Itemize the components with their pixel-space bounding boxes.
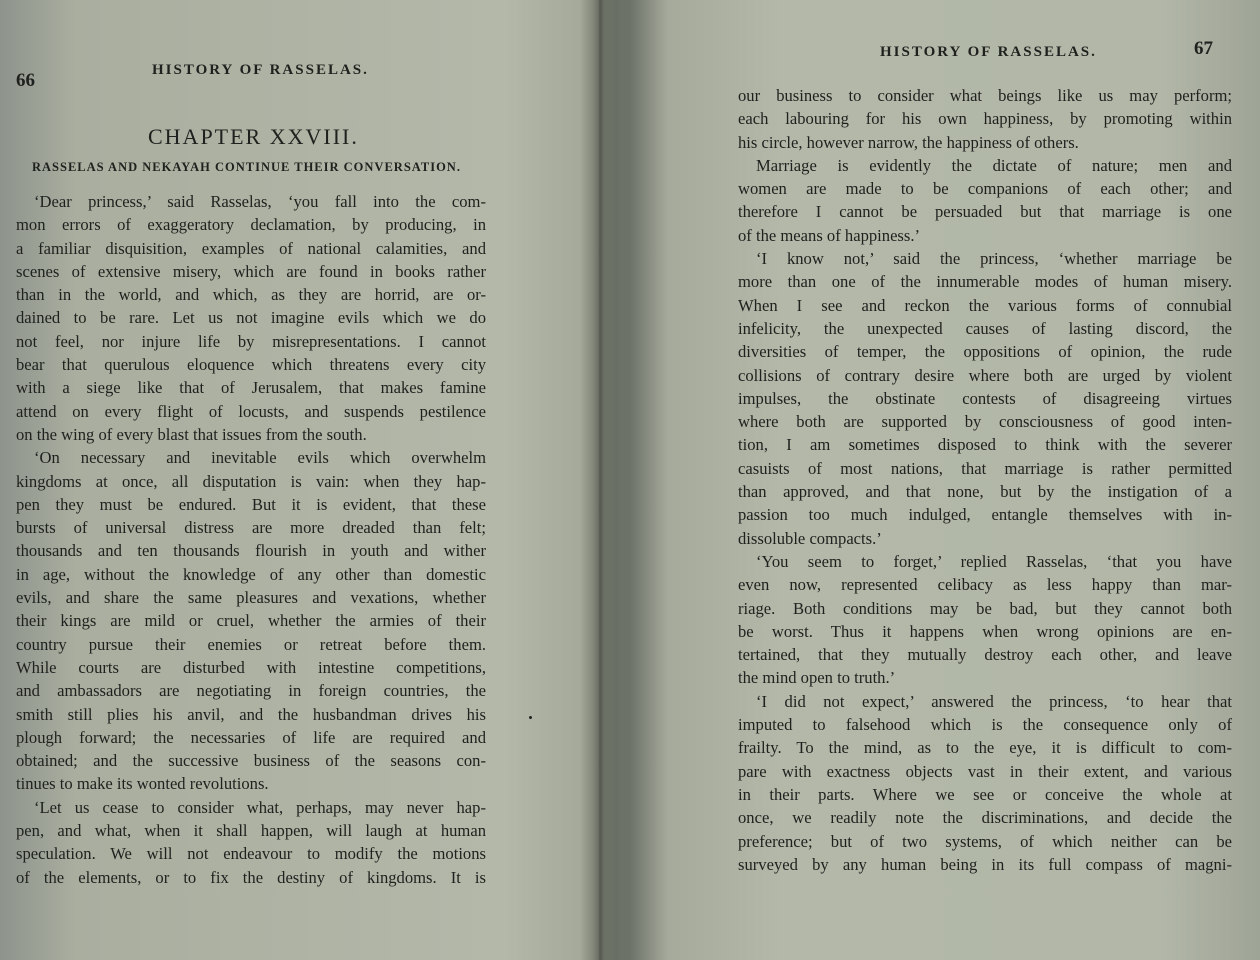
text-line: pen, and what, when it shall happen, will laugh at human [16, 821, 486, 841]
text-line: tinues to make its wonted revolutions. [16, 774, 269, 794]
text-line: not feel, nor injure life by misrepresentations. I cannot [16, 331, 486, 351]
left-body-text [16, 190, 486, 889]
text-line: tertained, that they mutually destroy each other, and leave [738, 645, 1232, 665]
chapter-title: CHAPTER XXVIII. [148, 124, 359, 149]
text-line: with a siege like that of Jerusalem, that makes famine [16, 378, 486, 398]
text-line: in their parts. Where we see or conceive the whole at [738, 784, 1232, 804]
text-line: attend on every flight of locusts, and suspends pestilence [16, 401, 486, 421]
left-running-head: HISTORY OF RASSELAS. [152, 62, 369, 78]
text-line: collisions of contrary desire where both are urged by violent [738, 365, 1232, 385]
text-line: While courts are disturbed with intestine competitions, [16, 657, 486, 677]
chapter-subtitle: RASSELAS AND NEKAYAH CONTINUE THEIR CONVERSATION. [32, 160, 461, 174]
text-line: on the wing of every blast that issues from the south. [16, 424, 367, 444]
right-running-head: HISTORY OF RASSELAS. [880, 44, 1097, 60]
text-line: casuists of most nations, that marriage is rather permitted [738, 458, 1232, 478]
text-line: thousands and ten thousands flourish in youth and wither [16, 541, 486, 561]
text-line: a familiar disquisition, examples of national calamities, and [16, 238, 486, 258]
text-line: bear that querulous eloquence which threatens every city [16, 355, 486, 375]
text-line: their kings are mild or cruel, whether the armies of their [16, 611, 486, 631]
text-line: of the means of happiness.’ [738, 225, 921, 245]
text-line: preference; but of two systems, of which neither can be [738, 831, 1232, 851]
text-line: and ambassadors are negotiating in foreign countries, the [16, 681, 486, 701]
text-line: women are made to be companions of each other; and [738, 179, 1232, 199]
text-line: surveyed by any human being in its full compass of magni- [738, 854, 1232, 874]
text-line: ‘Let us cease to consider what, perhaps, may never hap- [34, 797, 486, 817]
text-line: each labouring for his own happiness, by promoting within [738, 109, 1232, 129]
text-line: Marriage is evidently the dictate of nature; men and [756, 155, 1232, 175]
text-line: frailty. To the mind, as to the eye, it is difficult to com- [738, 738, 1232, 758]
text-line: riage. Both conditions may be bad, but they cannot both [738, 598, 1232, 618]
text-line: even now, represented celibacy as less happy than mar- [738, 575, 1232, 595]
right-body-text [738, 84, 1232, 876]
text-line: ‘I know not,’ said the princess, ‘whether marriage be [756, 249, 1232, 269]
right-page-number: 67 [1194, 38, 1213, 59]
text-line: dained to be rare. Let us not imagine evils which we do [16, 308, 486, 328]
text-line: once, we readily note the discriminations, and decide the [738, 808, 1232, 828]
text-line: more than one of the innumerable modes of human misery. [738, 272, 1232, 292]
text-line: where both are supported by consciousness of good inten- [738, 412, 1232, 432]
text-line: smith still plies his anvil, and the husbandman drives his [16, 704, 486, 724]
text-line: evils, and share the same pleasures and vexations, whether [16, 588, 486, 608]
text-line: pare with exactness objects vast in their extent, and various [738, 761, 1232, 781]
text-line: scenes of extensive misery, which are found in books rather [16, 261, 486, 281]
text-line: be worst. Thus it happens when wrong opinions are en- [738, 621, 1232, 641]
text-line: diversities of temper, the oppositions of opinion, the rude [738, 342, 1232, 362]
text-line: When I see and reckon the various forms of connubial [738, 295, 1232, 315]
text-line: ‘On necessary and inevitable evils which overwhelm [34, 448, 486, 468]
text-line: impulses, the obstinate contests of disagreeing virtues [738, 388, 1232, 408]
text-line: of the elements, or to fix the destiny of kingdoms. It is [16, 867, 486, 887]
text-line: in age, without the knowledge of any other than domestic [16, 564, 486, 584]
left-page-number: 66 [16, 70, 35, 91]
text-line: ‘Dear princess,’ said Rasselas, ‘you fall into the com- [34, 192, 486, 211]
ink-speck [529, 716, 532, 719]
text-line: our business to consider what beings like us may perform; [738, 86, 1232, 105]
text-line: plough forward; the necessaries of life are required and [16, 727, 486, 747]
text-line: ‘You seem to forget,’ replied Rasselas, ‘that you have [756, 551, 1232, 571]
text-line: pen they must be endured. But it is evident, that these [16, 494, 486, 514]
text-line: dissoluble compacts.’ [738, 528, 882, 548]
text-line: country pursue their enemies or retreat before them. [16, 634, 486, 654]
text-line: his circle, however narrow, the happiness of others. [738, 132, 1079, 152]
left-page [0, 0, 598, 960]
text-line: ‘I did not expect,’ answered the princess, ‘to hear that [756, 691, 1232, 711]
text-line: than in the world, and which, as they are horrid, are or- [16, 285, 486, 305]
text-line: the mind open to truth.’ [738, 668, 896, 688]
text-line: speculation. We will not endeavour to modify the motions [16, 844, 486, 864]
text-line: tion, I am sometimes disposed to think with the severer [738, 435, 1232, 455]
text-line: than approved, and that none, but by the instigation of a [738, 482, 1232, 502]
text-line: bursts of universal distress are more dreaded than felt; [16, 518, 486, 538]
text-line: infelicity, the unexpected causes of lasting discord, the [738, 318, 1232, 338]
text-line: passion too much indulged, entangle themselves with in- [738, 505, 1232, 525]
text-line: obtained; and the successive business of the seasons con- [16, 751, 486, 771]
text-line: kingdoms at once, all disputation is vain: when they hap- [16, 471, 486, 491]
text-line: therefore I cannot be persuaded but that marriage is one [738, 202, 1232, 222]
text-line: imputed to falsehood which is the consequence only of [738, 715, 1232, 735]
text-line: mon errors of exaggeratory declamation, by producing, in [16, 215, 486, 235]
